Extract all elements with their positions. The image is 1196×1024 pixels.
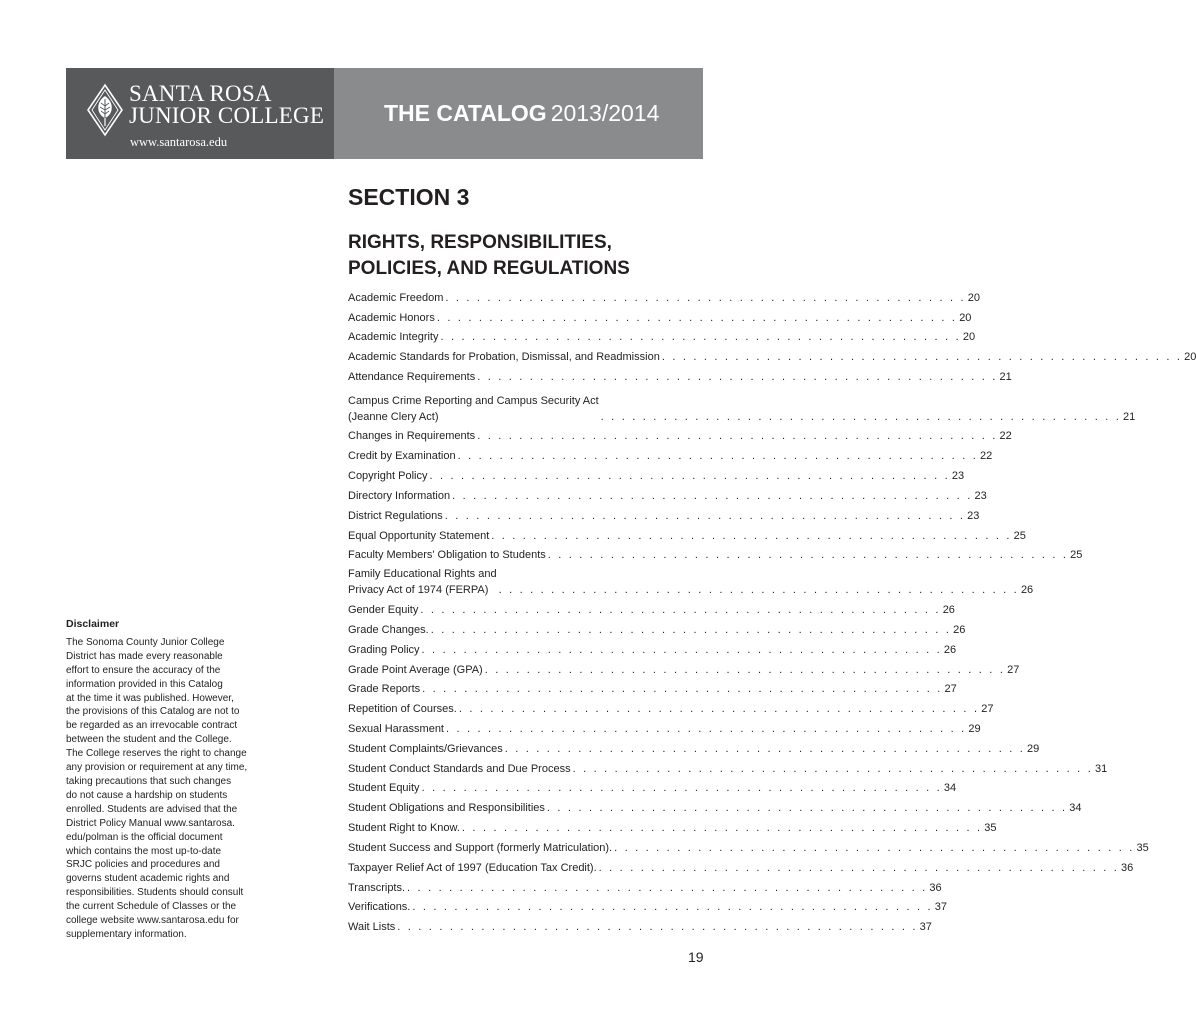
toc-entry-title [348,741,503,757]
toc-entry-page: 22 [979,450,993,463]
toc-leader-dots: . . . . . . . . . . . . . . . . . . . . . . . . . . . . . . . . . . . . . . . . . . . . . . . . . . [445,291,966,304]
disclaimer-line: The College reserves the right to change [66,748,247,760]
toc-leader-dots: . . . . . . . . . . . . . . . . . . . . . . . . . . . . . . . . . . . . . . . . . . . . . . . . . . [614,841,1135,854]
toc-entry-title-line: (Jeanne Clery Act) [348,410,439,423]
toc-entry-page: 26 [1020,584,1034,597]
toc-entry [348,504,980,524]
disclaimer-line: taking precautions that such changes [66,775,232,787]
toc-leader-dots: . . . . . . . . . . . . . . . . . . . . . . . . . . . . . . . . . . . . . . . . . . . . . . . . . . [498,584,1019,597]
toc-entry-page: 23 [967,509,980,522]
toc-entry-title [348,880,405,896]
toc-leader-dots: . . . . . . . . . . . . . . . . . . . . . . . . . . . . . . . . . . . . . . . . . . . . . . . . . . [457,450,978,463]
toc-entry-title-line: Repetition of Courses. [348,703,457,716]
toc-entry-title-line: Equal Opportunity Statement [348,529,490,542]
toc-entry-page: 21 [1123,410,1136,423]
toc-leader-dots: . . . . . . . . . . . . . . . . . . . . . . . . . . . . . . . . . . . . . . . . . . . . . . . . . . [436,311,958,324]
toc-entry-title-line: Grade Reports [348,683,421,696]
toc-entry-title [348,899,410,915]
disclaimer-line: The Sonoma County Junior College [66,636,225,648]
toc-leader-dots: . . . . . . . . . . . . . . . . . . . . . . . . . . . . . . . . . . . . . . . . . . . . . . . . . . [484,663,1006,676]
toc-entry-title [348,488,450,504]
toc-leader-dots: . . . . . . . . . . . . . . . . . . . . . . . . . . . . . . . . . . . . . . . . . . . . . . . . . . [452,489,973,502]
toc-entry-title [348,566,497,598]
toc-entry-title-line: Student Success and Support (formerly Matriculation). [348,841,613,854]
toc-entry-title-line: Family Educational Rights and [348,568,497,581]
toc-entry [348,638,957,658]
catalog-title-panel [334,68,703,159]
header-banner [66,68,703,159]
toc-entry [348,464,965,484]
toc-leader-dots: . . . . . . . . . . . . . . . . . . . . . . . . . . . . . . . . . . . . . . . . . . . . . . . . . . [421,643,942,656]
toc-entry [348,385,1136,425]
disclaimer-line: be regarded as an irrevocable contract [66,720,238,732]
disclaimer-line: District has made every reasonable [66,650,223,662]
toc-entry [348,326,976,346]
toc-entry-title [348,662,483,678]
toc-entry-title-line: Grade Changes. [348,623,429,636]
toc-entry-title-line: Wait Lists [348,921,396,934]
disclaimer-line: information provided in this Catalog [66,678,223,690]
toc-entry-title [348,642,420,658]
toc-entry-title-line: Copyright Policy [348,470,428,483]
toc-entry [348,563,1034,598]
toc-leader-dots: . . . . . . . . . . . . . . . . . . . . . . . . . . . . . . . . . . . . . . . . . . . . . . . . . . [412,901,933,914]
disclaimer [66,618,251,942]
toc-entry-title-line: District Regulations [348,509,443,522]
toc-entry-page: 31 [1094,762,1108,775]
toc-entry [348,618,966,638]
toc-entry [348,876,942,896]
toc-entry-page: 25 [1013,529,1026,542]
toc-entry-title [348,329,438,345]
toc-entry [348,777,957,797]
college-url: www.santarosa.edu [130,135,228,149]
toc-entry-title [348,761,571,777]
toc-entry [348,524,1026,544]
toc-leader-dots: . . . . . . . . . . . . . . . . . . . . . . . . . . . . . . . . . . . . . . . . . . . . . . . . . . [421,782,942,795]
catalog-title [384,100,659,127]
toc-entry [348,658,1020,678]
toc-leader-dots: . . . . . . . . . . . . . . . . . . . . . . . . . . . . . . . . . . . . . . . . . . . . . . . . . . [422,683,943,696]
toc-entry-page: 20 [967,291,980,304]
toc-entry-title-line: Sexual Harassment [348,723,444,736]
disclaimer-title: Disclaimer [66,618,120,630]
college-name [129,83,324,127]
toc-leader-dots: . . . . . . . . . . . . . . . . . . . . . . . . . . . . . . . . . . . . . . . . . . . . . . . . . . [546,802,1068,815]
disclaimer-line: supplementary information. [66,928,187,940]
toc-entry [348,915,932,935]
toc-entry-page: 37 [919,921,932,934]
disclaimer-line: governs student academic rights and [66,873,230,885]
toc-entry-page: 22 [999,430,1012,443]
disclaimer-line: college website www.santarosa.edu for [66,915,239,927]
toc-entry-title [348,919,395,935]
disclaimer-line: which contains the most up-to-date [66,845,222,857]
toc-entry-title-line: Grade Point Average (GPA) [348,663,483,676]
toc-leader-dots: . . . . . . . . . . . . . . . . . . . . . . . . . . . . . . . . . . . . . . . . . . . . . . . . . . [572,762,1093,775]
disclaimer-line: District Policy Manual www.santarosa. [66,817,235,829]
toc-entry-title [348,393,599,425]
disclaimer-line: SRJC policies and procedures and [66,859,220,871]
college-name-line2: JUNIOR COLLEGE [129,103,325,128]
toc-entry [348,365,1012,385]
toc-entry-page: 27 [981,703,994,716]
toc-entry-title-line: Student Right to Know. [348,822,460,835]
toc-entry-title [348,721,444,737]
toc-entry [348,697,994,717]
toc-entry-title-line: Gender Equity [348,604,419,617]
toc-entry-page: 25 [1070,549,1083,562]
toc-entry-title-line: Student Conduct Standards and Due Process [348,762,571,775]
toc-entry-title-line: Faculty Members' Obligation to Students [348,549,546,562]
toc-entry-title [348,780,420,796]
toc-entry-page: 36 [1121,861,1134,874]
toc-entry [348,484,987,504]
toc-entry [348,345,1196,365]
disclaimer-line: enrolled. Students are advised that the [66,803,238,815]
seal-icon [87,84,123,136]
disclaimer-line: the current Schedule of Classes or the [66,901,237,913]
disclaimer-line: do not cause a hardship on students [66,789,228,801]
toc-leader-dots: . . . . . . . . . . . . . . . . . . . . . . . . . . . . . . . . . . . . . . . . . . . . . . . . . . [446,723,967,736]
disclaimer-line: effort to ensure the accuracy of the [66,664,221,676]
toc-leader-dots: . . . . . . . . . . . . . . . . . . . . . . . . . . . . . . . . . . . . . . . . . . . . . . . . . . [547,549,1069,562]
toc-entry-title-line: Academic Honors [348,311,435,324]
toc-entry-title-line: Verifications. [348,901,411,914]
toc-entry [348,896,947,916]
toc-entry-page: 21 [999,371,1012,384]
toc-entry-title [348,349,660,365]
toc-entry-page: 27 [944,683,957,696]
toc-entry-title-line: Academic Standards for Probation, Dismissal, and Readmission [348,351,660,364]
toc-entry-title [348,428,475,444]
disclaimer-line: responsibilities. Students should consult [66,887,244,899]
toc-entry-title [348,840,612,856]
toc-entry-title-line: Credit by Examination [348,450,456,463]
toc-entry [348,598,955,618]
toc-entry-page: 34 [1069,802,1082,815]
toc-entry-page: 29 [968,723,981,736]
toc-leader-dots: . . . . . . . . . . . . . . . . . . . . . . . . . . . . . . . . . . . . . . . . . . . . . . . . . . [600,410,1122,423]
toc-entry [348,816,997,836]
section-heading [348,230,698,282]
toc-entry-title-line: Campus Crime Reporting and Campus Security Act [348,394,599,407]
toc-entry [348,796,1082,816]
toc-entry [348,737,1040,757]
toc-leader-dots: . . . . . . . . . . . . . . . . . . . . . . . . . . . . . . . . . . . . . . . . . . . . . . . . . . [491,529,1012,542]
toc-entry-page: 20 [959,311,972,324]
toc-leader-dots: . . . . . . . . . . . . . . . . . . . . . . . . . . . . . . . . . . . . . . . . . . . . . . . . . . [458,703,980,716]
toc-leader-dots: . . . . . . . . . . . . . . . . . . . . . . . . . . . . . . . . . . . . . . . . . . . . . . . . . . [407,881,928,894]
toc-entry-title [348,602,418,618]
toc-entry-title [348,800,545,816]
toc-entry-title [348,860,597,876]
section-label: SECTION 3 [348,184,470,210]
toc-entry-page: 37 [934,901,947,914]
toc-entry-title [348,310,435,326]
toc-entry-page: 23 [951,470,965,483]
disclaimer-line: the provisions of this Catalog are not to [66,706,240,718]
disclaimer-line: edu/polman is the official document [66,831,223,843]
toc-entry-page: 36 [929,881,942,894]
toc-entry-title [348,508,443,524]
college-name-line1: SANTA ROSA [129,81,272,106]
toc-entry-page: 26 [942,604,955,617]
toc-entry-title-line: Student Equity [348,782,420,795]
toc-leader-dots: . . . . . . . . . . . . . . . . . . . . . . . . . . . . . . . . . . . . . . . . . . . . . . . . . . [444,509,966,522]
toc-entry-title [348,369,475,385]
toc-entry-title-line: Attendance Requirements [348,371,476,384]
disclaimer-line: at the time it was published. However, [66,692,234,704]
section-heading-line1: RIGHTS, RESPONSIBILITIES, [348,232,612,253]
toc-leader-dots: . . . . . . . . . . . . . . . . . . . . . . . . . . . . . . . . . . . . . . . . . . . . . . . . . . [420,604,941,617]
toc-entry [348,306,972,326]
disclaimer-body [66,636,251,942]
toc-entry-title-line: Directory Information [348,489,451,502]
toc-entry-title-line: Academic Freedom [348,291,444,304]
toc-entry-page: 29 [1027,742,1040,755]
catalog-title-label: THE CATALOG [384,100,547,126]
toc-entry-page: 35 [1136,841,1149,854]
toc-leader-dots: . . . . . . . . . . . . . . . . . . . . . . . . . . . . . . . . . . . . . . . . . . . . . . . . . . [440,331,961,344]
toc-entry-title-line: Privacy Act of 1974 (FERPA) [348,584,489,597]
toc-entry-title [348,547,546,563]
toc-entry [348,444,993,464]
toc-entry [348,757,1108,777]
toc-entry-page: 35 [984,822,997,835]
toc-entry-page: 26 [953,623,966,636]
table-of-contents [348,286,1196,935]
toc-entry [348,717,981,737]
toc-entry-title [348,528,489,544]
section-heading-line2: POLICIES, AND REGULATIONS [348,258,630,279]
toc-leader-dots: . . . . . . . . . . . . . . . . . . . . . . . . . . . . . . . . . . . . . . . . . . . . . . . . . . [461,822,983,835]
college-logo-panel [66,68,334,159]
toc-entry [348,544,1083,564]
toc-entry-title [348,468,427,484]
toc-entry-page: 34 [943,782,957,795]
toc-entry-title [348,681,420,697]
toc-entry-page: 23 [974,489,987,502]
toc-leader-dots: . . . . . . . . . . . . . . . . . . . . . . . . . . . . . . . . . . . . . . . . . . . . . . . . . . [430,623,952,636]
toc-entry-title-line: Student Complaints/Grievances [348,742,503,755]
toc-entry-title [348,622,429,638]
page-number: 19 [688,949,704,965]
toc-leader-dots: . . . . . . . . . . . . . . . . . . . . . . . . . . . . . . . . . . . . . . . . . . . . . . . . . . [661,351,1183,364]
toc-entry-title-line: Changes in Requirements [348,430,476,443]
toc-entry-title-line: Academic Integrity [348,331,439,344]
toc-leader-dots: . . . . . . . . . . . . . . . . . . . . . . . . . . . . . . . . . . . . . . . . . . . . . . . . . . [429,470,950,483]
toc-entry-page: 26 [943,643,957,656]
toc-entry [348,286,980,306]
toc-entry-title-line: Grading Policy [348,643,420,656]
toc-entry-title-line: Transcripts. [348,881,406,894]
toc-entry [348,856,1134,876]
toc-entry-title [348,701,457,717]
toc-leader-dots: . . . . . . . . . . . . . . . . . . . . . . . . . . . . . . . . . . . . . . . . . . . . . . . . . . [477,371,998,384]
disclaimer-line: any provision or requirement at any time, [66,762,248,774]
toc-entry [348,425,1012,445]
toc-leader-dots: . . . . . . . . . . . . . . . . . . . . . . . . . . . . . . . . . . . . . . . . . . . . . . . . . . [397,921,918,934]
toc-leader-dots: . . . . . . . . . . . . . . . . . . . . . . . . . . . . . . . . . . . . . . . . . . . . . . . . . . [477,430,998,443]
toc-entry-title [348,290,443,306]
toc-leader-dots: . . . . . . . . . . . . . . . . . . . . . . . . . . . . . . . . . . . . . . . . . . . . . . . . . . [598,861,1120,874]
toc-entry-title-line: Taxpayer Relief Act of 1997 (Education Tax Credit). [348,861,597,874]
toc-entry-title [348,820,460,836]
toc-entry-title-line: Student Obligations and Responsibilities [348,802,545,815]
toc-entry-page: 27 [1007,663,1020,676]
disclaimer-line: between the student and the College. [66,734,232,746]
catalog-years: 2013/2014 [550,100,660,126]
toc-entry-title [348,448,456,464]
toc-entry [348,678,957,698]
toc-leader-dots: . . . . . . . . . . . . . . . . . . . . . . . . . . . . . . . . . . . . . . . . . . . . . . . . . . [504,742,1026,755]
toc-entry-page: 20 [1184,351,1196,364]
toc-entry [348,836,1149,856]
toc-entry-page: 20 [962,331,976,344]
